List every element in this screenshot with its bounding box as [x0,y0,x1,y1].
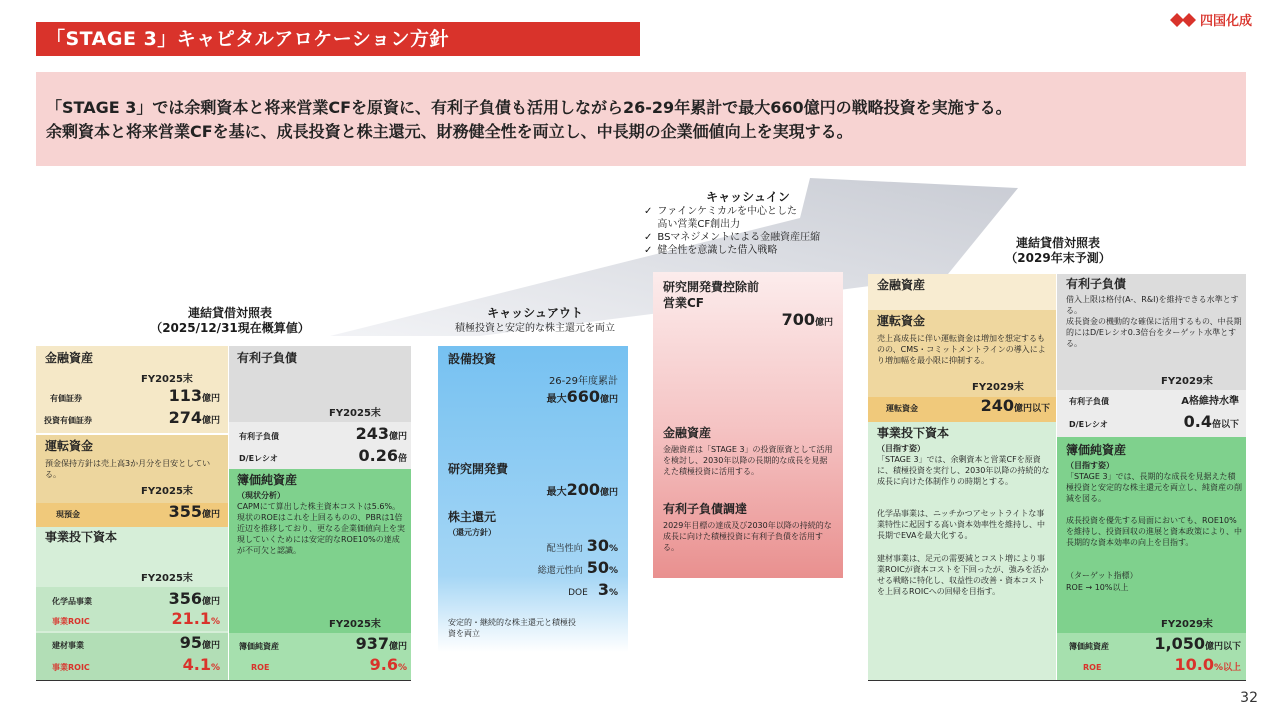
cashin-check-text: ファインケミカルを中心とした高い営業CF創出力 [657,206,797,230]
left-roe-row [251,655,407,674]
left-de-ratio-row [239,446,407,465]
left-equity-subtitle: （現状分析） [237,491,285,500]
cashout-block [438,346,628,652]
left-equity-fy: FY2025末 [329,619,381,630]
left-wc-cash-row [36,503,228,527]
capex-unit: 億円 [599,395,618,405]
right-roe-value: 10.0 [1174,655,1214,674]
right-invested-capital-block [868,422,1056,680]
right-debt-block [1057,274,1246,437]
capex-period: 26-29年度累計 [548,376,618,387]
cashin-check-item [644,205,864,231]
left-debt-amount-row [239,424,407,443]
capex-prefix: 最大 [546,394,567,405]
page-number: 32 [1240,690,1258,706]
total-return-ratio-row [537,558,618,577]
right-wc-title: 運転資金 [877,314,926,328]
cashin-fa-title: 金融資産 [663,426,712,440]
ocf-amount [781,310,833,329]
right-ic-para-1: 「STAGE 3」では、余剰資本と営業CFを原資に、積極投資を実行し、2030年以降の持続的な成長に向けた体制作りの時期とする。 [877,455,1050,486]
shareholder-return-title: 株主還元 [448,510,497,524]
right-debt-para-1: 借入上限は格付(A-、R&I)を維持できる水準とする。 [1066,295,1239,315]
right-wc-amount-row [868,397,1056,422]
left-wc-title: 運転資金 [45,439,94,453]
left-fa-row-investment [44,408,220,427]
right-equity-block [1057,437,1246,680]
left-ic-roic-label: 事業ROIC [52,617,90,626]
doe-value: 3 [597,580,609,599]
left-ic-roic-label: 事業ROIC [52,663,90,672]
right-debt-para-2: 成長資金の機動的な確保に活用するもの、中長期的にはD/Eレシオ0.3倍台をターゲット水準とする。 [1066,317,1242,348]
cashin-debt-desc: 2029年目標の達成及び2030年以降の持続的な成長に向けた積極投資に有利子負債を活用する。 [663,521,832,552]
banner-line-1: 「STAGE 3」では余剰資本と将来営業CFを原資に、有利子負債も活用しながら26-29年累計で最大660億円の戦略投資を実施する。 [46,98,1012,117]
doe-unit: % [608,588,618,598]
right-debt-amount-value: A格維持水準 [1181,396,1239,407]
right-de-ratio-value: 0.4 [1183,412,1212,431]
left-bs-caption-date: （2025/12/31現在概算値） [150,321,310,335]
left-bs-caption-title: 連結貸借対照表 [187,306,272,320]
cashin-check-item [644,244,864,257]
checkmark-icon: ✓ [644,245,653,256]
left-ic-row-label: 化学品事業 [52,597,92,606]
right-bs-caption-date: （2029年末予測） [1005,251,1111,265]
left-roe-label: ROE [251,663,270,672]
diamond-logo-icon [1170,13,1196,27]
rd-value: 200 [566,480,600,499]
left-fa-row-unit: 億円 [201,416,220,426]
left-working-capital-block [36,435,228,527]
right-wc-amount-unit: 億円以下 [1013,404,1050,414]
cashin-check-text: 健全性を意識した借入戦略 [657,245,778,256]
right-ic-para-2: 化学品事業は、ニッチかつアセットライトな事業特性に起因する高い資本効率性を維持し、中長期でEVAを最大化する。 [877,509,1045,540]
right-de-ratio-row [1069,412,1239,431]
total-return-ratio-value: 50 [586,558,609,577]
right-working-capital-block [868,310,1056,422]
left-ic-row-label: 建材事業 [52,641,84,650]
left-fa-row-securities [50,386,220,405]
right-debt-amount-label: 有利子負債 [1069,397,1109,406]
page-title: 「STAGE 3」キャピタルアロケーション方針 [36,22,640,56]
rd-prefix: 最大 [546,487,567,498]
right-equity-amount-row [1069,634,1241,653]
left-ic-row-value: 356 [168,589,202,608]
cashin-fa-desc: 金融資産は「STAGE 3」の投資原資として活用を検討し、2030年以降の長期的な成長を見据えた積極投資に活用する。 [663,445,833,476]
left-ic-build-row [52,633,220,652]
payout-ratio-value: 30 [586,536,609,555]
left-ic-chem-row [52,589,220,608]
left-fa-row-value: 113 [168,386,202,405]
left-debt-amount-label: 有利子負債 [239,432,279,441]
right-bs-caption [958,236,1158,266]
left-fa-row-unit: 億円 [201,394,220,404]
left-bs-caption [130,306,330,336]
right-fa-title: 金融資産 [877,278,926,292]
banner-line-2: 余剰資本と将来営業CFを基に、成長投資と株主還元、財務健全性を両立し、中長期の企業価値向上を実現する。 [46,122,853,141]
right-ic-para-3: 建材事業は、足元の需要減とコスト増により事業ROICが資本コストを下回ったが、強みを活かせる戦略に特化し、収益性の改善・資本コストを上回るROICへの回帰を目指す。 [877,554,1049,596]
payout-ratio-label: 配当性向 [546,544,583,554]
cashout-caption [430,306,640,336]
left-wc-fy: FY2025末 [141,486,193,497]
cashin-caption: キャッシュイン [706,190,790,204]
left-ic-roic-value: 21.1 [171,609,211,628]
left-wc-cash-unit: 億円 [201,510,220,520]
left-ic-row-unit: 億円 [201,641,220,651]
right-financial-assets-block [868,274,1056,310]
left-de-ratio-unit: 倍 [397,454,407,464]
doe-row [568,580,618,599]
rd-amount [546,480,618,499]
left-equity-amount-unit: 億円 [388,642,407,652]
left-fa-row-label: 有価証券 [50,394,82,403]
company-logo [1170,10,1252,29]
left-fa-row-label: 投資有価証券 [44,416,92,425]
right-equity-amount-label: 簿価純資産 [1069,642,1109,651]
total-return-ratio-unit: % [608,566,618,576]
right-roe-unit: %以上 [1213,663,1241,673]
right-de-ratio-label: D/Eレシオ [1069,420,1108,429]
ocf-value: 700 [781,310,815,329]
left-equity-amount-label: 簿価純資産 [239,642,279,651]
capex-value: 660 [566,387,600,406]
ocf-title-line2: 営業CF [663,296,705,310]
left-debt-fy: FY2025末 [329,408,381,419]
rd-unit: 億円 [599,488,618,498]
checkmark-icon: ✓ [644,206,653,217]
right-equity-para-2: 成長投資を優先する局面においても、ROE10%を維持し、投資回収の進展と資本政策により、中長期的な資本効率の向上を目指す。 [1066,516,1242,547]
capex-title: 設備投資 [448,352,497,366]
ocf-title-line1: 研究開発費控除前 [663,280,760,294]
left-invested-capital-block [36,527,228,680]
right-roe-row [1083,655,1241,674]
right-equity-subtitle: （目指す姿） [1066,461,1114,470]
cashout-caption-sub: 積極投資と安定的な株主還元を両立 [455,323,615,334]
right-equity-title: 簿価純資産 [1066,443,1127,457]
left-ic-row-unit: 億円 [201,597,220,607]
left-wc-cash-label: 現預金 [56,510,80,519]
payout-ratio-unit: % [608,544,618,554]
cashin-checklist [644,205,864,257]
left-de-ratio-label: D/Eレシオ [239,454,278,463]
left-equity-amount-value: 937 [355,634,389,653]
summary-banner [36,72,1246,166]
cashin-check-text: BSマネジメントによる金融資産圧縮 [657,232,821,243]
right-wc-amount-value: 240 [980,396,1014,415]
cashin-check-item [644,231,864,244]
left-equity-amount-row [239,634,407,653]
checkmark-icon: ✓ [644,232,653,243]
left-financial-assets-title: 金融資産 [45,351,94,365]
right-equity-fy: FY2029末 [1161,619,1213,630]
left-wc-desc: 預金保持方針は売上高3か月分を目安としている。 [45,459,211,479]
right-equity-target-label: （ターゲット指標） [1066,571,1138,580]
right-debt-fy: FY2029末 [1161,376,1213,387]
right-bs-caption-title: 連結貸借対照表 [1015,236,1100,250]
right-wc-fy: FY2029末 [972,382,1024,393]
right-debt-amount-row [1069,396,1239,407]
capex-amount [546,387,618,406]
shareholder-return-subtitle: （還元方針） [448,528,496,537]
left-ic-roic-unit: % [210,663,220,673]
left-debt-amount-value: 243 [355,424,389,443]
right-wc-amount-label: 運転資金 [886,404,918,413]
right-wc-desc: 売上高成長に伴い運転資金は増加を想定するものの、CMS・コミットメントラインの導入により増加幅を最小限に抑制する。 [877,334,1046,365]
left-bs-baseline [36,680,411,681]
left-financial-assets-fy: FY2025末 [141,374,193,385]
left-roe-value: 9.6 [369,655,398,674]
left-fa-row-value: 274 [168,408,202,427]
left-ic-build-roic-row [52,655,220,674]
left-de-ratio-value: 0.26 [358,446,398,465]
right-equity-para-1: 「STAGE 3」では、長期的な成長を見据えた積極投資と安定的な株主還元を両立し、純資産の削減を図る。 [1066,472,1242,503]
doe-label: DOE [568,588,588,598]
left-equity-desc: CAPMにて算出した株主資本コストは5.6%。現状のROEはこれを上回るものの、PBRは1倍近辺を推移しており、更なる企業価値向上を実現していくためには安定的なROE10%の達成が不可欠と認識。 [237,502,405,555]
left-debt-amount-unit: 億円 [388,432,407,442]
left-ic-chem-roic-row [52,609,220,628]
right-equity-amount-value: 1,050 [1154,634,1205,653]
left-ic-title: 事業投下資本 [45,530,118,544]
cashout-caption-title: キャッシュアウト [487,306,583,320]
right-debt-title: 有利子負債 [1066,277,1127,291]
payout-ratio-row [546,536,618,555]
right-ic-title: 事業投下資本 [877,426,950,440]
left-ic-fy: FY2025末 [141,573,193,584]
right-equity-target-value: ROE → 10%以上 [1066,583,1129,592]
right-ic-subtitle: （目指す姿） [877,444,925,453]
left-ic-roic-value: 4.1 [182,655,211,674]
rd-title: 研究開発費 [448,462,509,476]
left-roe-unit: % [397,663,407,673]
right-de-ratio-unit: 倍以下 [1211,420,1239,430]
left-equity-block [229,469,411,680]
right-roe-label: ROE [1083,663,1102,672]
cashin-debt-title: 有利子負債調達 [663,502,748,516]
left-debt-block [229,346,411,469]
right-bs-baseline [868,680,1246,681]
total-return-ratio-label: 総還元性向 [537,566,583,576]
left-ic-row-value: 95 [179,633,202,652]
left-debt-title: 有利子負債 [237,351,298,365]
cashin-block [653,272,843,578]
logo-text: 四国化成 [1199,14,1252,29]
left-equity-title: 簿価純資産 [237,473,298,487]
left-financial-assets-block [36,346,228,433]
left-ic-roic-unit: % [210,617,220,627]
cashout-footer: 安定的・継続的な株主還元と積極投資を両立 [448,618,576,638]
ocf-unit: 億円 [814,318,833,328]
left-wc-cash-value: 355 [168,502,202,521]
right-equity-amount-unit: 億円以下 [1204,642,1241,652]
